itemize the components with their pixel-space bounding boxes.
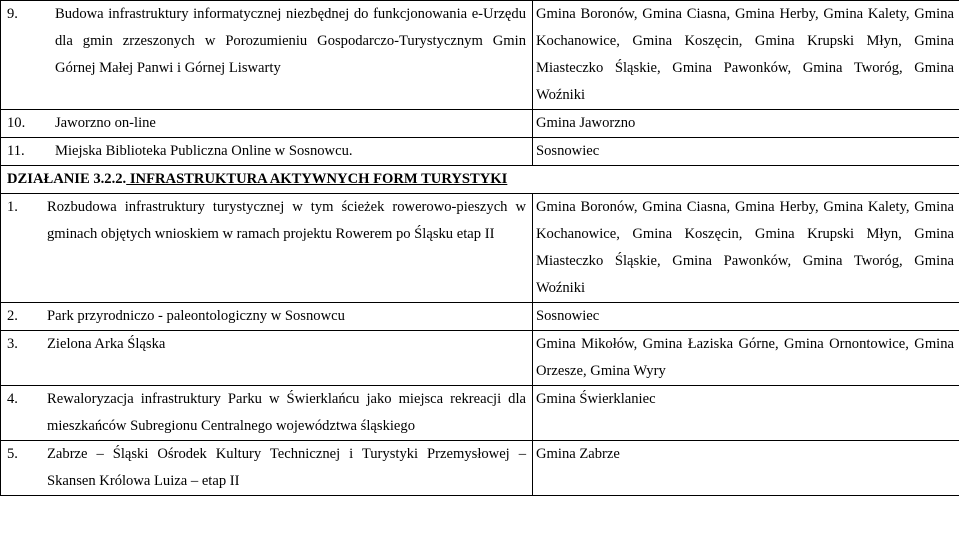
row-number: 1.: [7, 199, 18, 215]
location-cell: [533, 386, 959, 441]
location-cell: [533, 303, 959, 331]
project-name: Rewaloryzacja infrastruktury Parku w Świerklańcu jako miejsca rekreacji dla mieszkańców Subregionu Centralnego województwa śląskiego: [47, 391, 526, 434]
project-cell: [1, 1, 533, 110]
section-title: INFRASTRUKTURA AKTYWNYCH FORM TURYSTYKI: [126, 171, 508, 187]
table-row: [1, 138, 959, 166]
section-header-row: [1, 166, 959, 194]
project-cell: [1, 138, 533, 166]
project-name: Park przyrodniczo - paleontologiczny w Sosnowcu: [47, 308, 345, 324]
project-cell: [1, 110, 533, 138]
row-number: 4.: [7, 391, 18, 407]
project-cell: [1, 303, 533, 331]
project-cell: [1, 331, 533, 386]
location-text: Gmina Zabrze: [536, 446, 620, 462]
table-row: [1, 331, 959, 386]
location-cell: [533, 138, 959, 166]
table-row: [1, 303, 959, 331]
table-row: [1, 386, 959, 441]
project-name: Budowa infrastruktury informatycznej niezbędnej do funkcjonowania e-Urzędu dla gmin zrzeszonych w Porozumieniu Gospodarczo-Turystycznym Gmin Górnej Małej Panwi i Górnej Liswarty: [55, 6, 526, 76]
location-text: Gmina Mikołów, Gmina Łaziska Górne, Gmina Ornontowice, Gmina Orzesze, Gmina Wyry: [536, 336, 954, 379]
row-number: 11.: [7, 143, 25, 159]
row-number: 10.: [7, 115, 26, 131]
location-cell: [533, 1, 959, 110]
project-cell: [1, 441, 533, 496]
row-number: 3.: [7, 336, 18, 352]
location-cell: [533, 441, 959, 496]
location-text: Gmina Boronów, Gmina Ciasna, Gmina Herby, Gmina Kalety, Gmina Kochanowice, Gmina Koszęcin, Gmina Krupski Młyn, Gmina Miasteczko Śląskie, Gmina Pawonków, Gmina Tworóg, Gmina Woźniki: [536, 199, 954, 296]
location-text: Sosnowiec: [536, 308, 600, 324]
section-code: DZIAŁANIE 3.2.2.: [7, 171, 127, 187]
project-name: Rozbudowa infrastruktury turystycznej w tym ścieżek rowerowo-pieszych w gminach objętych wnioskiem w ramach projektu Rowerem po Śląsku etap II: [47, 199, 526, 242]
table-row: [1, 1, 959, 110]
location-text: Gmina Świerklaniec: [536, 391, 656, 407]
location-text: Gmina Boronów, Gmina Ciasna, Gmina Herby, Gmina Kalety, Gmina Kochanowice, Gmina Koszęcin, Gmina Krupski Młyn, Gmina Miasteczko Śląskie, Gmina Pawonków, Gmina Tworóg, Gmina Woźniki: [536, 6, 954, 103]
project-name: Jaworzno on-line: [55, 115, 156, 131]
table-row: [1, 194, 959, 303]
table-row: [1, 110, 959, 138]
location-cell: [533, 110, 959, 138]
project-cell: [1, 386, 533, 441]
location-text: Gmina Jaworzno: [536, 115, 636, 131]
location-cell: [533, 194, 959, 303]
project-name: Zielona Arka Śląska: [47, 336, 166, 352]
section-header: [1, 166, 959, 194]
row-number: 5.: [7, 446, 18, 462]
project-name: Miejska Biblioteka Publiczna Online w Sosnowcu.: [55, 143, 353, 159]
table-row: [1, 441, 959, 496]
row-number: 2.: [7, 308, 18, 324]
location-cell: [533, 331, 959, 386]
project-name: Zabrze – Śląski Ośrodek Kultury Technicznej i Turystyki Przemysłowej – Skansen Królowa Luiza – etap II: [47, 446, 526, 489]
location-text: Sosnowiec: [536, 143, 600, 159]
row-number: 9.: [7, 6, 18, 22]
project-cell: [1, 194, 533, 303]
